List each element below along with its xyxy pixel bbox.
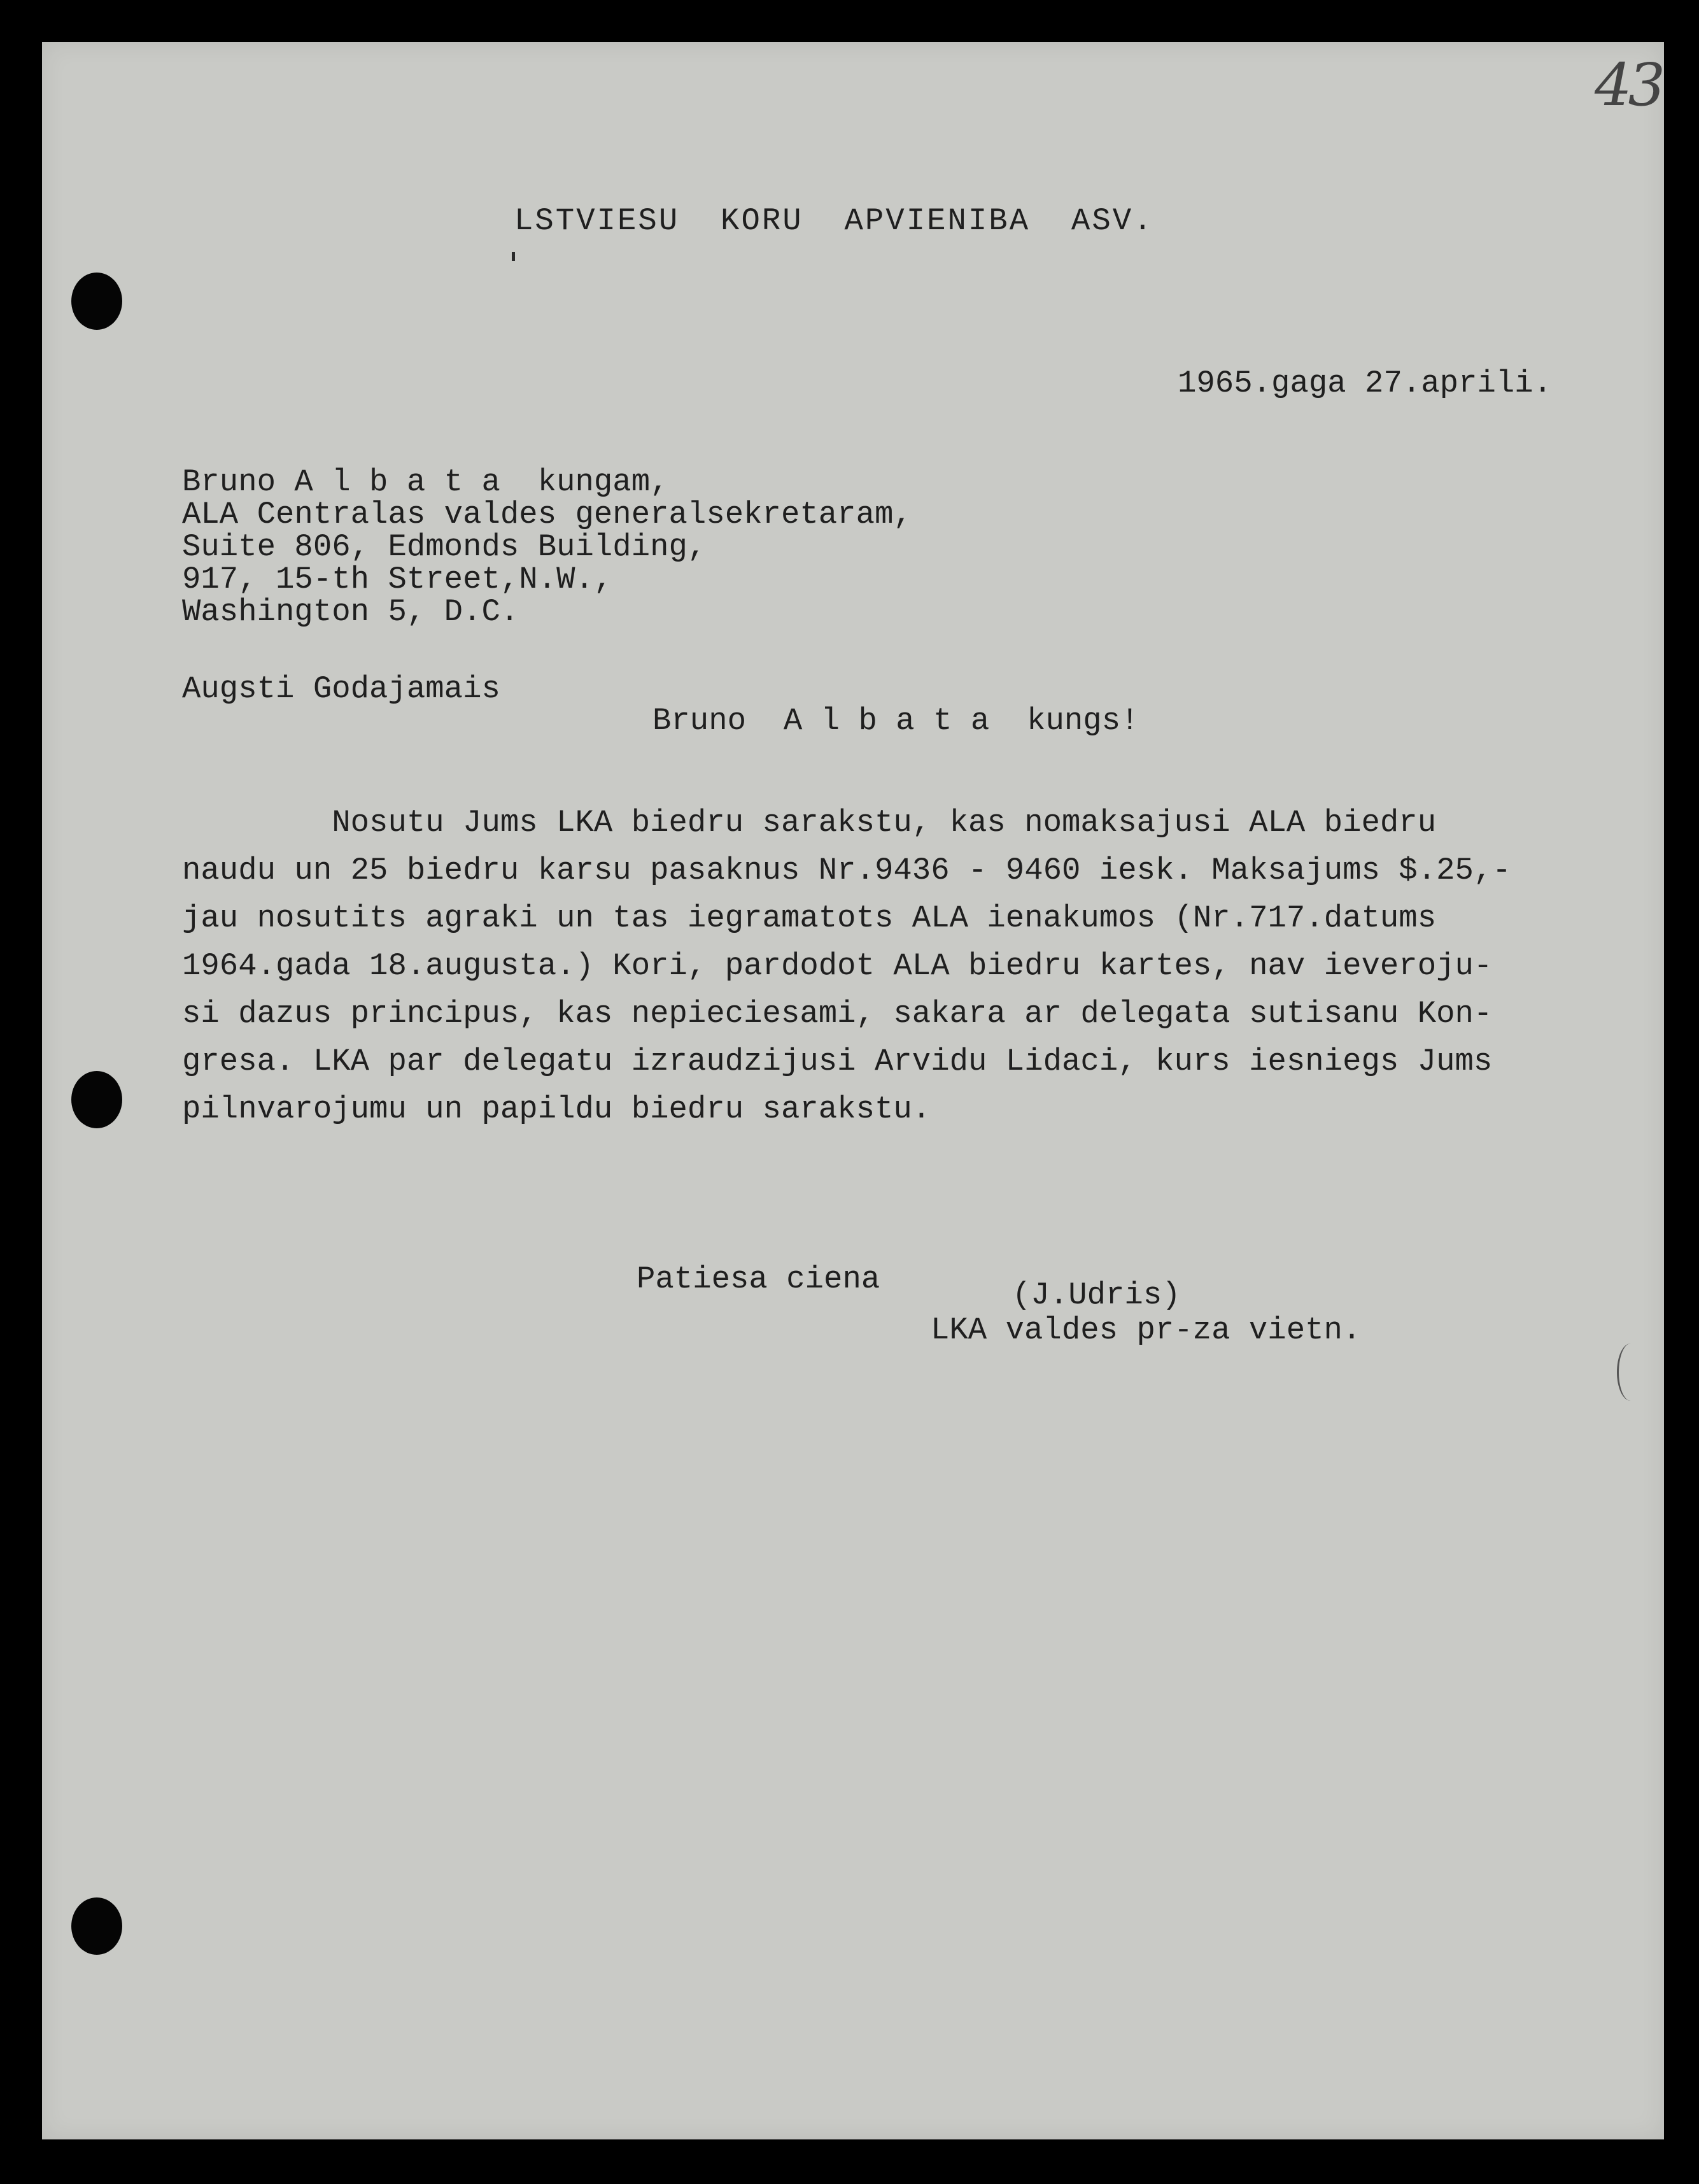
body-line: gresa. LKA par delegatu izraudzijusi Arvidu Lidaci, kurs iesniegs Jums	[182, 1044, 1493, 1079]
body-line: si dazus principus, kas nepieciesami, sakara ar delegata sutisanu Kon-	[182, 996, 1493, 1032]
body-line: pilnvarojumu un papildu biedru sarakstu.	[182, 1091, 931, 1127]
recipient-address-block	[182, 466, 912, 628]
body-line: Nosutu Jums LKA biedru sarakstu, kas nomaksajusi ALA biedru	[182, 805, 1437, 840]
body-line: naudu un 25 biedru karsu pasaknus Nr.9436 - 9460 iesk. Maksajums $.25,-	[182, 853, 1511, 888]
date-line: 1965.gaga 27.aprili.	[1178, 365, 1553, 401]
letter-body	[182, 799, 1511, 1133]
punch-hole-top	[71, 273, 122, 330]
address-line: Suite 806, Edmonds Building,	[182, 529, 707, 565]
address-line: Washington 5, D.C.	[182, 594, 519, 630]
address-line: ALA Centralas valdes generalsekretaram,	[182, 497, 912, 532]
body-line: jau nosutits agraki un tas iegramatots ALA ienakumos (Nr.717.datums	[182, 900, 1437, 936]
signer-title: LKA valdes pr-za vietn.	[931, 1312, 1362, 1348]
address-line: Bruno A l b a t a kungam,	[182, 464, 669, 500]
salutation-line-1: Augsti Godajamais	[182, 671, 500, 707]
address-line: 917, 15-th Street,N.W.,	[182, 562, 613, 597]
stray-ink-mark	[512, 252, 515, 261]
handwritten-page-number: 43	[1595, 51, 1662, 119]
organization-header: LSTVIESU KORU APVIENIBA ASV.	[514, 203, 1154, 239]
closing-valediction: Patiesa ciena	[637, 1261, 880, 1297]
punch-hole-bottom	[71, 1897, 122, 1955]
salutation-line-2: Bruno A l b a t a kungs!	[652, 703, 1139, 739]
punch-hole-middle	[71, 1071, 122, 1128]
signer-name: (J.Udris)	[1012, 1277, 1181, 1313]
body-line: 1964.gada 18.augusta.) Kori, pardodot ALA biedru kartes, nav ieveroju-	[182, 948, 1493, 984]
paper-edge-mark	[1617, 1344, 1644, 1401]
